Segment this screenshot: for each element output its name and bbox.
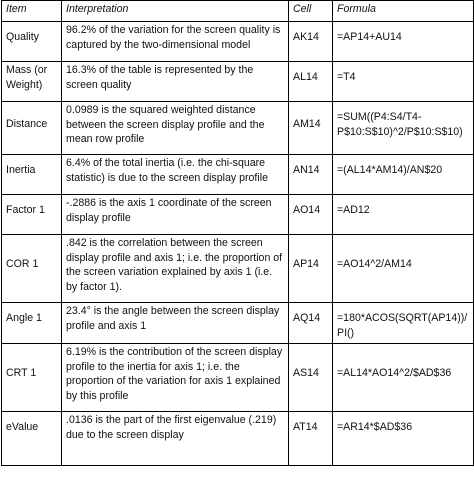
row-formula: =T4 xyxy=(333,62,474,102)
row-formula: =AR14*$AD$36 xyxy=(333,412,474,466)
row-item: Mass (or Weight) xyxy=(2,62,62,102)
row-cell: AM14 xyxy=(289,102,333,155)
row-formula: =180*ACOS(SQRT(AP14))/PI() xyxy=(333,303,474,344)
row-interpretation: 23.4° is the angle between the screen display profile and axis 1 xyxy=(62,303,289,344)
row-item: CRT 1 xyxy=(2,344,62,412)
row-item: Distance xyxy=(2,102,62,155)
interpretation-table xyxy=(1,0,474,466)
row-interpretation: 6.4% of the total inertia (i.e. the chi-square statistic) is due to the screen display profile xyxy=(62,155,289,195)
row-interpretation: -.2886 is the axis 1 coordinate of the screen display profile xyxy=(62,195,289,235)
row-formula: =AD12 xyxy=(333,195,474,235)
row-formula: =AP14+AU14 xyxy=(333,22,474,62)
row-cell: AT14 xyxy=(289,412,333,466)
table-row xyxy=(2,412,474,466)
header-interpretation: Interpretation xyxy=(62,1,289,22)
header-row xyxy=(2,1,474,22)
row-item: Angle 1 xyxy=(2,303,62,344)
table-row xyxy=(2,344,474,412)
row-cell: AL14 xyxy=(289,62,333,102)
row-item: Factor 1 xyxy=(2,195,62,235)
row-interpretation: 96.2% of the variation for the screen quality is captured by the two-dimensional model xyxy=(62,22,289,62)
row-interpretation: 0.0989 is the squared weighted distance between the screen display profile and the mean row profile xyxy=(62,102,289,155)
row-formula: =(AL14*AM14)/AN$20 xyxy=(333,155,474,195)
header-cell: Cell xyxy=(289,1,333,22)
row-item: COR 1 xyxy=(2,235,62,303)
row-item: eValue xyxy=(2,412,62,466)
table-row xyxy=(2,102,474,155)
table-row xyxy=(2,22,474,62)
table-row xyxy=(2,62,474,102)
row-interpretation: 6.19% is the contribution of the screen display profile to the inertia for axis 1; i.e. the proportion of the variation for axis 1 explained by this profile xyxy=(62,344,289,412)
row-interpretation: .0136 is the part of the first eigenvalue (.219) due to the screen display xyxy=(62,412,289,466)
table-row xyxy=(2,303,474,344)
row-item: Inertia xyxy=(2,155,62,195)
row-item: Quality xyxy=(2,22,62,62)
row-cell: AK14 xyxy=(289,22,333,62)
table-row xyxy=(2,155,474,195)
row-interpretation: 16.3% of the table is represented by the screen quality xyxy=(62,62,289,102)
row-formula: =AO14^2/AM14 xyxy=(333,235,474,303)
row-cell: AP14 xyxy=(289,235,333,303)
row-cell: AS14 xyxy=(289,344,333,412)
header-formula: Formula xyxy=(333,1,474,22)
row-cell: AO14 xyxy=(289,195,333,235)
row-formula: =AL14*AO14^2/$AD$36 xyxy=(333,344,474,412)
row-cell: AN14 xyxy=(289,155,333,195)
row-formula: =SUM((P4:S4/T4-P$10:S$10)^2/P$10:S$10) xyxy=(333,102,474,155)
row-cell: AQ14 xyxy=(289,303,333,344)
table-row xyxy=(2,235,474,303)
row-interpretation: .842 is the correlation between the screen display profile and axis 1; i.e. the proportion of the screen variation explained by axis 1 (i.e. by factor 1). xyxy=(62,235,289,303)
table-row xyxy=(2,195,474,235)
header-item: Item xyxy=(2,1,62,22)
